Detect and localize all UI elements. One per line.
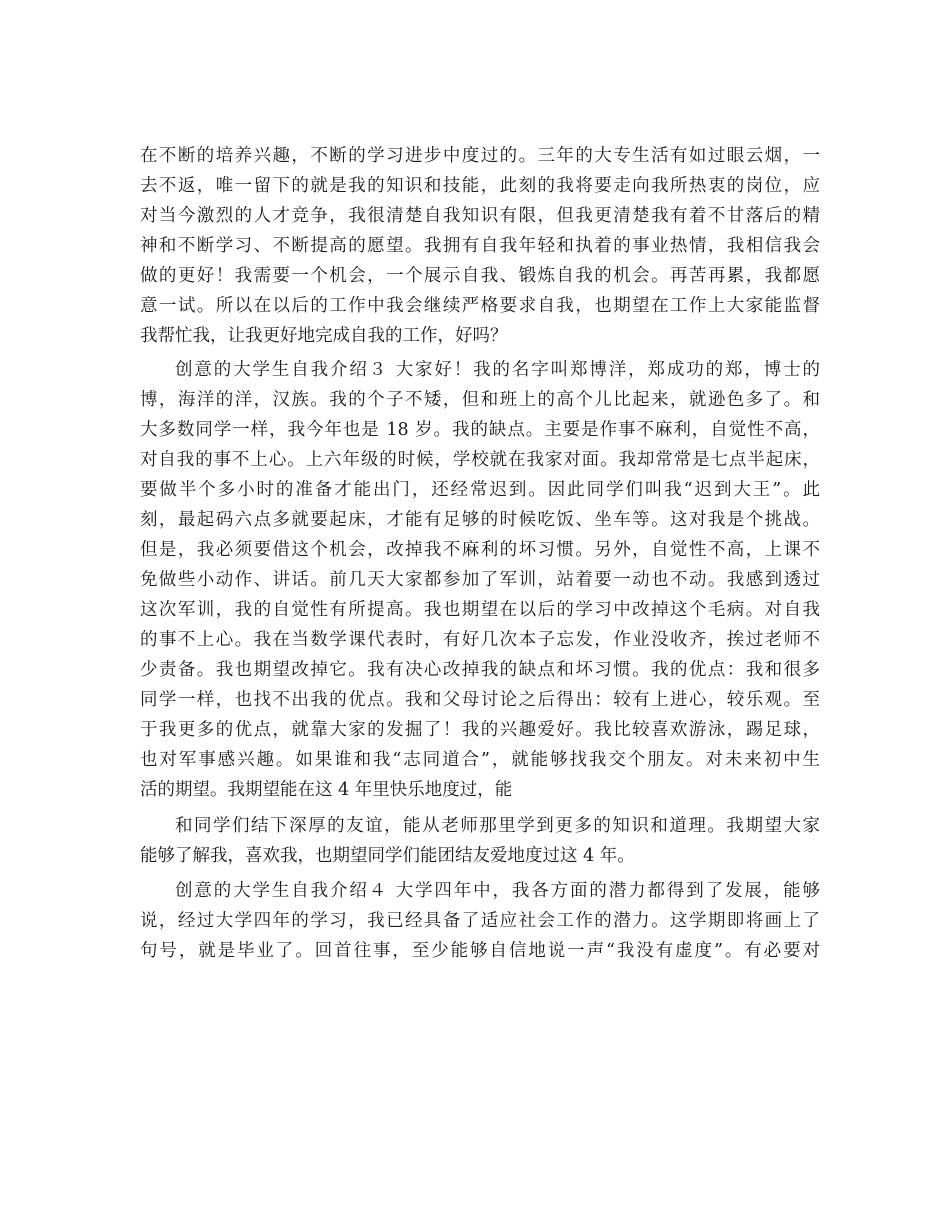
text-line: 大多数同学一样，我今年也是 18 岁。我的缺点。主要是作事不麻利，自觉性不高， (140, 420, 820, 440)
text-line: 要做半个多小时的准备才能出门，还经常迟到。因此同学们叫我“迟到大王”。此 (140, 480, 820, 500)
paragraph-first-line: 和同学们结下深厚的友谊，能从老师那里学到更多的知识和道理。我期望大家 (175, 816, 820, 836)
text-line: 神和不断学习、不断提高的愿望。我拥有自我年轻和执着的事业热情，我相信我会 (140, 236, 820, 256)
text-line: 能够了解我，喜欢我，也期望同学们能团结友爱地度过这 4 年。 (140, 846, 635, 866)
text-line: 我帮忙我，让我更好地完成自我的工作，好吗？ (140, 326, 508, 346)
text-line: 说，经过大学四年的学习，我已经具备了适应社会工作的潜力。这学期即将画上了 (140, 911, 820, 931)
text-line: 的事不上心。我在当数学课代表时，有好几次本子忘发，作业没收齐，挨过老师不 (140, 630, 820, 650)
text-line: 也对军事感兴趣。如果谁和我“志同道合”，就能够找我交个朋友。对未来初中生 (140, 750, 820, 770)
paragraph-first-line: 创意的大学生自我介绍４ 大学四年中，我各方面的潜力都得到了发展，能够 (175, 881, 820, 901)
text-line: 在不断的培养兴趣，不断的学习进步中度过的。三年的大专生活有如过眼云烟，一 (140, 146, 820, 166)
text-line: 但是，我必须要借这个机会，改掉我不麻利的坏习惯。另外，自觉性不高，上课不 (140, 540, 820, 560)
text-line: 对当今激烈的人才竞争，我很清楚自我知识有限，但我更清楚我有着不甘落后的精 (140, 206, 820, 226)
text-line: 刻，最起码六点多就要起床，才能有足够的时候吃饭、坐车等。这对我是个挑战。 (140, 510, 820, 530)
text-line: 做的更好！我需要一个机会，一个展示自我、锻炼自我的机会。再苦再累，我都愿 (140, 266, 820, 286)
text-line: 博，海洋的洋，汉族。我的个子不矮，但和班上的高个儿比起来，就逊色多了。和 (140, 390, 820, 410)
paragraph-first-line: 创意的大学生自我介绍３ 大家好！我的名字叫郑博洋，郑成功的郑，博士的 (175, 360, 820, 380)
text-line: 免做些小动作、讲话。前几天大家都参加了军训，站着要一动也不动。我感到透过 (140, 570, 820, 590)
text-line: 少责备。我也期望改掉它。我有决心改掉我的缺点和坏习惯。我的优点：我和很多 (140, 660, 820, 680)
text-line: 意一试。所以在以后的工作中我会继续严格要求自我，也期望在工作上大家能监督 (140, 296, 820, 316)
text-line: 于我更多的优点，就靠大家的发掘了！我的兴趣爱好。我比较喜欢游泳，踢足球， (140, 720, 820, 740)
text-line: 去不返，唯一留下的就是我的知识和技能，此刻的我将要走向我所热衷的岗位，应 (140, 176, 820, 196)
text-line: 句号，就是毕业了。回首往事，至少能够自信地说一声“我没有虚度”。有必要对 (140, 941, 820, 961)
text-line: 活的期望。我期望能在这 4 年里快乐地度过，能 (140, 780, 513, 800)
text-line: 这次军训，我的自觉性有所提高。我也期望在以后的学习中改掉这个毛病。对自我 (140, 600, 820, 620)
text-line: 对自我的事不上心。上六年级的时候，学校就在我家对面。我却常常是七点半起床， (140, 450, 820, 470)
text-line: 同学一样，也找不出我的优点。我和父母讨论之后得出：较有上进心，较乐观。至 (140, 690, 820, 710)
